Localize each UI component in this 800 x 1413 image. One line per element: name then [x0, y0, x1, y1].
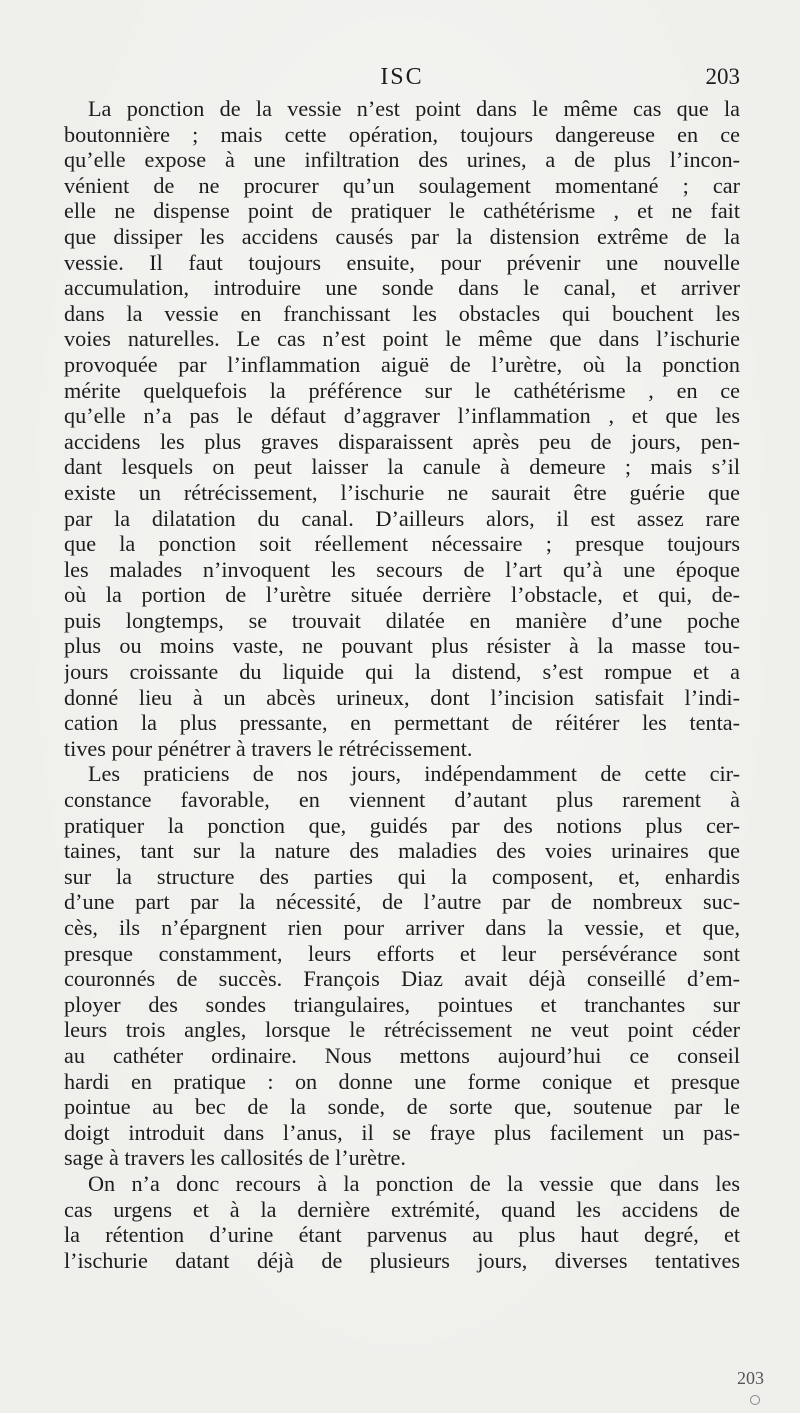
text-line: dant lesquels on peut laisser la canule à demeure ; mais s’il	[64, 454, 740, 480]
text-line: Les praticiens de nos jours, indépendamment de cette cir-	[88, 761, 740, 787]
text-line: jours croissante du liquide qui la distend, s’est rompue et a	[64, 659, 740, 685]
text-line: la rétention d’urine étant parvenus au plus haut degré, et	[64, 1222, 740, 1248]
text-line: qu’elle expose à une infiltration des urines, a de plus l’incon-	[64, 147, 740, 173]
text-line: au cathéter ordinaire. Nous mettons aujourd’hui ce conseil	[64, 1042, 740, 1068]
page-number: 203	[705, 64, 740, 89]
text-line: voies naturelles. Le cas n’est point le même que dans l’ischurie	[64, 326, 740, 352]
text-line: dans la vessie en franchissant les obstacles qui bouchent les	[64, 300, 740, 326]
text-line: mérite quelquefois la préférence sur le cathétérisme , en ce	[64, 377, 740, 403]
text-line: que la ponction soit réellement nécessaire ; presque toujours	[64, 531, 740, 557]
text-line: où la portion de l’urètre située derrière l’obstacle, et qui, de-	[64, 582, 740, 608]
text-line: les malades n’invoquent les secours de l’art qu’à une époque	[64, 556, 740, 582]
text-line: accidens les plus graves disparaissent après peu de jours, pen-	[64, 428, 740, 454]
text-line: puis longtemps, se trouvait dilatée en manière d’une poche	[64, 607, 740, 633]
text-line: constance favorable, en viennent d’autant plus rarement à	[64, 787, 740, 813]
text-line: elle ne dispense point de pratiquer le cathétérisme , et ne fait	[64, 198, 740, 224]
text-line: presque constamment, leurs efforts et leur persévérance sont	[64, 940, 740, 966]
text-line: couronnés de succès. François Diaz avait déjà conseillé d’em-	[64, 966, 740, 992]
text-line: que dissiper les accidens causés par la distension extrême de la	[64, 223, 740, 249]
text-line: plus ou moins vaste, ne pouvant plus résister à la masse tou-	[64, 633, 740, 659]
text-line: pratiquer la ponction que, guidés par des notions plus cer-	[64, 812, 740, 838]
running-header	[64, 60, 740, 94]
text-line: provoquée par l’inflammation aiguë de l’urètre, où la ponction	[64, 351, 740, 377]
text-line: sur la structure des parties qui la composent, et, enhardis	[64, 863, 740, 889]
text-line: cès, ils n’épargnent rien pour arriver dans la vessie, et que,	[64, 915, 740, 940]
text-line: existe un rétrécissement, l’ischurie ne saurait être guérie que	[64, 479, 740, 505]
text-line: cas urgens et à la dernière extrémité, quand les accidens de	[64, 1196, 740, 1222]
text-line: donné lieu à un abcès urineux, dont l’incision satisfait l’indi-	[64, 684, 740, 710]
text-line: l’ischurie datant déjà de plusieurs jours, diverses tentatives	[64, 1247, 740, 1273]
paper-speck	[750, 1395, 760, 1405]
text-line: vénient de ne procurer qu’un soulagement momentané ; car	[64, 172, 740, 198]
bleed-through-page-number: 203	[737, 1368, 764, 1388]
running-title: ISC	[380, 64, 424, 90]
text-line: ployer des sondes triangulaires, pointues et tranchantes sur	[64, 991, 740, 1017]
text-line: qu’elle n’a pas le défaut d’aggraver l’inflammation , et que les	[64, 403, 740, 429]
text-line: La ponction de la vessie n’est point dans le même cas que la	[88, 96, 740, 121]
text-line: boutonnière ; mais cette opération, toujours dangereuse en ce	[64, 121, 740, 147]
text-line: sage à travers les callosités de l’urètre.	[64, 1145, 406, 1171]
body-text	[64, 96, 740, 1273]
text-line: taines, tant sur la nature des maladies des voies urinaires que	[64, 838, 740, 864]
text-line: On n’a donc recours à la ponction de la vessie que dans les	[88, 1170, 740, 1196]
text-line: leurs trois angles, lorsque le rétrécissement ne veut point céder	[64, 1017, 740, 1043]
text-line: d’une part par la nécessité, de l’autre par de nombreux suc-	[64, 889, 740, 915]
text-line: pointue au bec de la sonde, de sorte que, soutenue par le	[64, 1094, 740, 1120]
text-line: accumulation, introduire une sonde dans le canal, et arriver	[64, 275, 740, 301]
text-line: cation la plus pressante, en permettant de réitérer les tenta-	[64, 710, 740, 736]
text-line: vessie. Il faut toujours ensuite, pour prévenir une nouvelle	[64, 249, 740, 275]
text-line: par la dilatation du canal. D’ailleurs alors, il est assez rare	[64, 505, 740, 531]
text-line: hardi en pratique : on donne une forme conique et presque	[64, 1068, 740, 1094]
text-line: doigt introduit dans l’anus, il se fraye plus facilement un pas-	[64, 1119, 740, 1145]
text-line: tives pour pénétrer à travers le rétrécissement.	[64, 735, 473, 761]
